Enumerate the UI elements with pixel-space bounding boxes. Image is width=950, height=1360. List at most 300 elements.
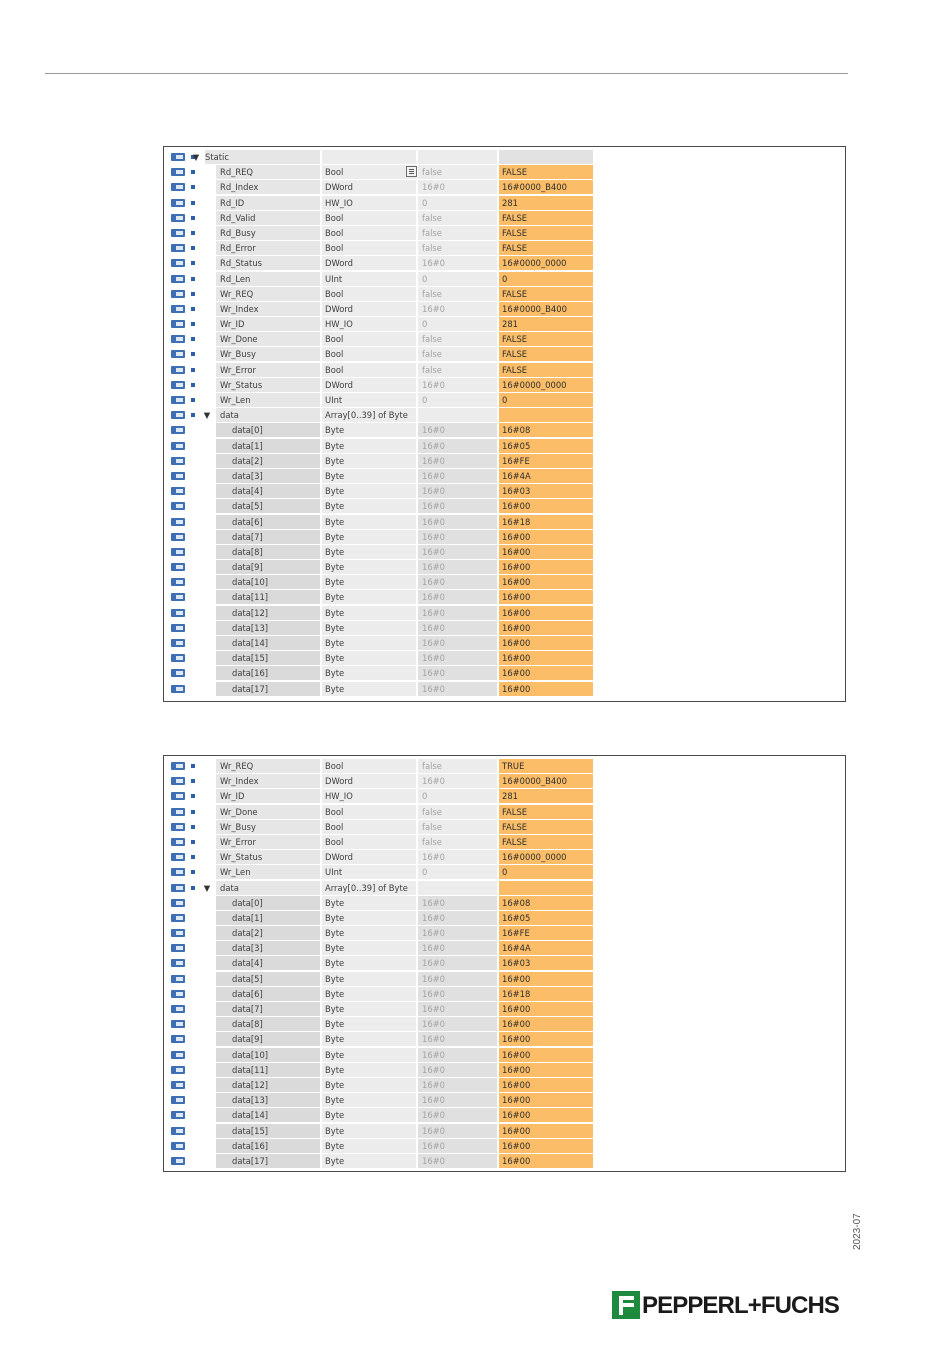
variable-name: data [216,881,320,895]
member-square-icon [189,926,199,940]
table-row[interactable] [169,1124,594,1139]
interface-icon [171,1139,187,1153]
monitor-value: TRUE [499,759,593,773]
monitor-value: 16#00 [499,545,593,559]
table-row[interactable] [169,865,594,880]
table-row[interactable] [169,211,594,226]
interface-icon [171,408,187,422]
data-type: Byte [322,666,416,680]
table-row[interactable] [169,575,594,590]
member-square-icon [189,211,199,225]
data-type: Bool [322,165,416,179]
start-value: false [418,211,497,225]
start-value: 16#0 [418,378,497,392]
data-type: Byte [322,1093,416,1107]
member-square-icon [189,347,199,361]
interface-icon [171,1032,187,1046]
monitor-value: 16#00 [499,560,593,574]
data-type: DWord [322,774,416,788]
member-square-icon [189,666,199,680]
table-row[interactable] [169,850,594,865]
variable-name: Wr_Status [216,850,320,864]
data-type: Bool [322,332,416,346]
interface-icon [171,682,187,696]
member-square-icon [189,865,199,879]
variable-name: data[17] [216,682,320,696]
variable-name: data[14] [216,1108,320,1122]
member-square-icon [189,560,199,574]
monitor-value: 16#00 [499,1002,593,1016]
interface-icon [171,226,187,240]
data-type: Byte [322,636,416,650]
member-square-icon [189,850,199,864]
variable-name: data[11] [216,1063,320,1077]
variable-name: Wr_REQ [216,759,320,773]
variable-name: data[11] [216,590,320,604]
monitor-value: 16#FE [499,926,593,940]
member-square-icon [189,317,199,331]
monitor-value: 281 [499,196,593,210]
member-square-icon [189,972,199,986]
variable-name: data[12] [216,1078,320,1092]
table-row[interactable] [169,363,594,378]
screenshot-read-write-table [163,146,846,702]
variable-name: Wr_Busy [216,820,320,834]
table-row[interactable] [169,774,594,789]
interface-icon [171,759,187,773]
member-square-icon [189,439,199,453]
table-row[interactable] [169,881,594,896]
monitor-value: 0 [499,272,593,286]
table-row[interactable] [169,1139,594,1154]
interface-icon [171,651,187,665]
monitor-value [499,150,593,164]
variable-name: Wr_Len [216,865,320,879]
member-square-icon [189,515,199,529]
start-value: 16#0 [418,941,497,955]
start-value: false [418,363,497,377]
variable-name: data[5] [216,972,320,986]
data-type: Bool [322,347,416,361]
monitor-value: 16#0000_B400 [499,302,593,316]
interface-icon [171,636,187,650]
interface-icon [171,926,187,940]
data-type: Byte [322,1017,416,1031]
table-row[interactable] [169,347,594,362]
start-value: 16#0 [418,972,497,986]
monitor-value: 281 [499,789,593,803]
table-row[interactable] [169,302,594,317]
interface-icon [171,241,187,255]
interface-icon [171,560,187,574]
start-value: false [418,835,497,849]
start-value [418,881,497,895]
start-value: false [418,820,497,834]
data-type: Byte [322,911,416,925]
interface-icon [171,287,187,301]
table-row[interactable] [169,666,594,681]
variable-name: data[12] [216,606,320,620]
start-value: 16#0 [418,256,497,270]
interface-icon [171,805,187,819]
table-row[interactable] [169,1048,594,1063]
list-select-icon[interactable] [406,166,417,177]
monitor-value: 16#08 [499,423,593,437]
start-value: 16#0 [418,1124,497,1138]
table-row[interactable] [169,226,594,241]
member-square-icon [189,682,199,696]
table-row[interactable] [169,1063,594,1078]
member-square-icon [189,1032,199,1046]
member-square-icon [189,499,199,513]
member-square-icon [189,1002,199,1016]
start-value: 16#0 [418,1063,497,1077]
start-value: 0 [418,865,497,879]
start-value: 16#0 [418,850,497,864]
monitor-value: 16#00 [499,590,593,604]
table-row[interactable] [169,545,594,560]
expand-triangle-icon[interactable]: ▼ [203,882,211,893]
monitor-value: 0 [499,393,593,407]
monitor-value: FALSE [499,347,593,361]
data-type: Byte [322,1078,416,1092]
table-row[interactable] [169,1093,594,1108]
interface-icon [171,515,187,529]
interface-icon [171,1017,187,1031]
table-row[interactable] [169,835,594,850]
expand-triangle-icon[interactable]: ▼ [192,152,200,162]
data-type: Byte [322,941,416,955]
interface-icon [171,165,187,179]
start-value: 16#0 [418,606,497,620]
start-value: false [418,759,497,773]
member-square-icon [189,820,199,834]
member-square-icon [189,774,199,788]
start-value: 16#0 [418,911,497,925]
data-type: Byte [322,530,416,544]
member-square-icon [189,165,199,179]
table-row[interactable] [169,530,594,545]
member-square-icon [189,896,199,910]
member-square-icon [189,911,199,925]
table-row[interactable] [169,317,594,332]
member-square-icon [189,956,199,970]
table-row[interactable] [169,1002,594,1017]
start-value [418,150,497,164]
monitor-value: 16#0000_0000 [499,850,593,864]
member-square-icon [189,256,199,270]
member-square-icon [189,226,199,240]
data-type: Bool [322,835,416,849]
table-row[interactable] [169,560,594,575]
variable-name: Static [205,150,320,164]
start-value: 0 [418,196,497,210]
interface-icon [171,987,187,1001]
data-type: Byte [322,560,416,574]
table-row[interactable] [169,621,594,636]
monitor-value: FALSE [499,363,593,377]
table-row[interactable] [169,469,594,484]
data-type: Byte [322,1063,416,1077]
interface-icon [171,911,187,925]
interface-icon [171,1108,187,1122]
table-row[interactable] [169,941,594,956]
data-type: Byte [322,454,416,468]
table-row[interactable] [169,393,594,408]
monitor-value: 16#00 [499,972,593,986]
start-value: 16#0 [418,1139,497,1153]
monitor-value: 16#00 [499,499,593,513]
start-value: 16#0 [418,180,497,194]
member-square-icon [189,241,199,255]
data-type: DWord [322,180,416,194]
table-row[interactable] [169,606,594,621]
table-row[interactable] [169,454,594,469]
table-row[interactable] [169,408,594,423]
table-row[interactable] [169,332,594,347]
table-row[interactable] [169,1017,594,1032]
start-value: 16#0 [418,926,497,940]
start-value: 0 [418,317,497,331]
monitor-value: FALSE [499,332,593,346]
interface-icon [171,881,187,895]
interface-icon [171,454,187,468]
monitor-value: 16#0000_0000 [499,256,593,270]
start-value: false [418,332,497,346]
interface-icon [171,1093,187,1107]
monitor-value: 16#05 [499,439,593,453]
start-value: 16#0 [418,515,497,529]
member-square-icon [189,789,199,803]
start-value: 16#0 [418,666,497,680]
table-row[interactable] [169,1154,594,1169]
table-row[interactable] [169,911,594,926]
data-type: UInt [322,272,416,286]
variable-name: Wr_Busy [216,347,320,361]
interface-icon [171,378,187,392]
start-value: 16#0 [418,651,497,665]
variable-table [169,150,594,697]
table-row[interactable] [169,820,594,835]
start-value: false [418,241,497,255]
data-type: Byte [322,1124,416,1138]
member-square-icon [189,1093,199,1107]
interface-icon [171,347,187,361]
variable-name: Wr_Index [216,302,320,316]
member-square-icon [189,941,199,955]
member-square-icon [189,545,199,559]
monitor-value [499,408,593,422]
monitor-value: 16#00 [499,666,593,680]
variable-name: data[4] [216,956,320,970]
monitor-value: FALSE [499,241,593,255]
data-type: Bool [322,226,416,240]
member-square-icon [189,1048,199,1062]
interface-icon [171,1048,187,1062]
variable-name: data[8] [216,545,320,559]
edition-date: 2023-07 [852,1213,863,1250]
interface-icon [171,850,187,864]
table-row[interactable] [169,759,594,774]
monitor-value: FALSE [499,287,593,301]
monitor-value: 16#00 [499,1108,593,1122]
variable-table [169,759,594,1169]
variable-name: data[0] [216,423,320,437]
start-value: 0 [418,272,497,286]
interface-icon [171,272,187,286]
table-row[interactable] [169,1078,594,1093]
interface-icon [171,317,187,331]
data-type: HW_IO [322,317,416,331]
variable-name: data[10] [216,1048,320,1062]
table-row[interactable] [169,484,594,499]
member-square-icon [189,759,199,773]
monitor-value: 16#00 [499,1139,593,1153]
member-square-icon [189,987,199,1001]
table-row[interactable] [169,287,594,302]
table-row[interactable] [169,150,594,165]
start-value: 16#0 [418,896,497,910]
data-type: Byte [322,423,416,437]
data-type: Byte [322,590,416,604]
variable-name: Rd_Valid [216,211,320,225]
monitor-value: 0 [499,865,593,879]
member-square-icon [189,196,199,210]
table-row[interactable] [169,805,594,820]
monitor-value: 281 [499,317,593,331]
table-row[interactable] [169,272,594,287]
variable-name: Wr_Done [216,805,320,819]
data-type: Byte [322,439,416,453]
interface-icon [171,774,187,788]
brand-name: PEPPERL+FUCHS [642,1292,840,1319]
start-value: 16#0 [418,956,497,970]
interface-icon [171,469,187,483]
member-square-icon [189,1017,199,1031]
interface-icon [171,545,187,559]
start-value: 16#0 [418,774,497,788]
variable-name: data[13] [216,621,320,635]
data-type: Byte [322,499,416,513]
member-square-icon [189,484,199,498]
table-row[interactable] [169,439,594,454]
member-square-icon [189,1108,199,1122]
table-row[interactable] [169,636,594,651]
variable-name: data[2] [216,454,320,468]
member-square-icon [189,835,199,849]
variable-name: Rd_Busy [216,226,320,240]
table-row[interactable] [169,651,594,666]
monitor-value: 16#0000_B400 [499,774,593,788]
start-value: 16#0 [418,1093,497,1107]
data-type [322,150,416,164]
monitor-value: 16#0000_B400 [499,180,593,194]
variable-name: Wr_Index [216,774,320,788]
data-type: DWord [322,850,416,864]
interface-icon [171,302,187,316]
table-row[interactable] [169,196,594,211]
monitor-value: 16#00 [499,1017,593,1031]
data-type: Byte [322,515,416,529]
variable-name: Wr_REQ [216,287,320,301]
screenshot-write-table [163,755,846,1172]
table-row[interactable] [169,926,594,941]
table-row[interactable] [169,165,594,180]
table-row[interactable] [169,896,594,911]
monitor-value: FALSE [499,820,593,834]
monitor-value: 16#03 [499,484,593,498]
data-type: Bool [322,363,416,377]
data-type: DWord [322,378,416,392]
member-square-icon [189,1063,199,1077]
start-value: 16#0 [418,499,497,513]
interface-icon [171,439,187,453]
table-row[interactable] [169,423,594,438]
variable-name: data[6] [216,987,320,1001]
monitor-value: 16#18 [499,515,593,529]
table-row[interactable] [169,256,594,271]
expand-triangle-icon[interactable]: ▼ [203,410,211,421]
monitor-value: 16#00 [499,575,593,589]
table-row[interactable] [169,682,594,697]
table-row[interactable] [169,1032,594,1047]
interface-icon [171,256,187,270]
variable-name: data[8] [216,1017,320,1031]
table-row[interactable] [169,241,594,256]
data-type: Bool [322,805,416,819]
variable-name: Rd_ID [216,196,320,210]
table-row[interactable] [169,1108,594,1123]
member-square-icon [189,302,199,316]
monitor-value: 16#FE [499,454,593,468]
interface-icon [171,1002,187,1016]
table-row[interactable] [169,515,594,530]
data-type: Byte [322,972,416,986]
variable-name: data [216,408,320,422]
table-row[interactable] [169,378,594,393]
start-value: 0 [418,789,497,803]
member-square-icon [189,575,199,589]
start-value: 16#0 [418,1002,497,1016]
data-type: Byte [322,606,416,620]
start-value: 16#0 [418,439,497,453]
table-row[interactable] [169,972,594,987]
variable-name: Wr_Error [216,835,320,849]
data-type: Byte [322,545,416,559]
monitor-value: 16#0000_0000 [499,378,593,392]
data-type: Array[0..39] of Byte [322,408,416,422]
table-row[interactable] [169,590,594,605]
monitor-value: FALSE [499,805,593,819]
variable-name: data[4] [216,484,320,498]
member-square-icon [189,805,199,819]
interface-icon [171,941,187,955]
table-row[interactable] [169,180,594,195]
monitor-value: 16#00 [499,1063,593,1077]
monitor-value: 16#00 [499,621,593,635]
member-square-icon [189,423,199,437]
table-row[interactable] [169,789,594,804]
data-type: DWord [322,302,416,316]
start-value: 16#0 [418,1078,497,1092]
table-row[interactable] [169,499,594,514]
interface-icon [171,180,187,194]
monitor-value: 16#00 [499,651,593,665]
table-row[interactable] [169,987,594,1002]
table-row[interactable] [169,956,594,971]
interface-icon [171,621,187,635]
member-square-icon [189,393,199,407]
